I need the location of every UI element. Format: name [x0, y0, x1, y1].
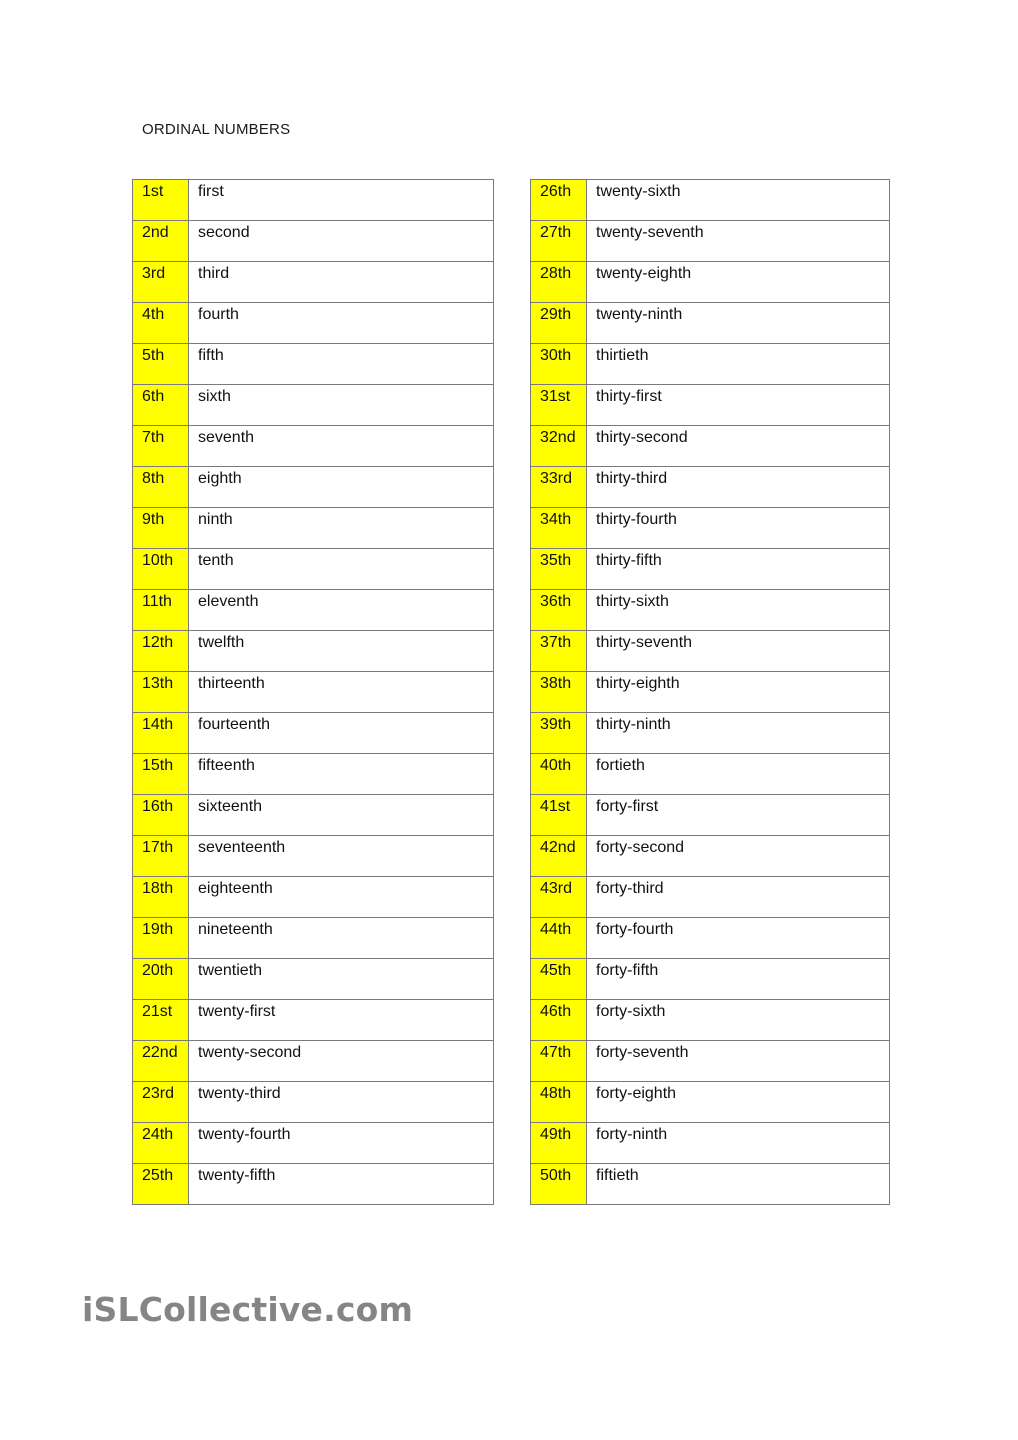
- ordinal-number-cell: 13th: [133, 672, 189, 713]
- ordinal-number-cell: 8th: [133, 467, 189, 508]
- ordinal-word-cell: eleventh: [189, 590, 494, 631]
- ordinal-number-cell: 47th: [531, 1041, 587, 1082]
- ordinal-number-cell: 23rd: [133, 1082, 189, 1123]
- ordinal-word-cell: thirty-first: [587, 385, 890, 426]
- ordinal-number-cell: 43rd: [531, 877, 587, 918]
- table-row: [133, 918, 494, 959]
- ordinal-number-cell: 48th: [531, 1082, 587, 1123]
- table-row: [133, 754, 494, 795]
- ordinal-number-cell: 39th: [531, 713, 587, 754]
- ordinal-table-left-body: [133, 180, 494, 1205]
- ordinal-word-cell: thirty-third: [587, 467, 890, 508]
- ordinal-number-cell: 42nd: [531, 836, 587, 877]
- table-row: [133, 1041, 494, 1082]
- table-row: [531, 713, 890, 754]
- table-row: [531, 631, 890, 672]
- ordinal-number-cell: 6th: [133, 385, 189, 426]
- table-row: [531, 754, 890, 795]
- ordinal-number-cell: 17th: [133, 836, 189, 877]
- table-row: [531, 385, 890, 426]
- ordinal-number-cell: 21st: [133, 1000, 189, 1041]
- table-row: [531, 1164, 890, 1205]
- ordinal-word-cell: twenty-eighth: [587, 262, 890, 303]
- table-row: [531, 1041, 890, 1082]
- ordinal-number-cell: 45th: [531, 959, 587, 1000]
- ordinal-number-cell: 36th: [531, 590, 587, 631]
- ordinal-word-cell: forty-fourth: [587, 918, 890, 959]
- table-row: [133, 590, 494, 631]
- table-row: [531, 344, 890, 385]
- ordinal-word-cell: forty-ninth: [587, 1123, 890, 1164]
- table-row: [133, 385, 494, 426]
- ordinal-word-cell: forty-eighth: [587, 1082, 890, 1123]
- ordinal-word-cell: twenty-ninth: [587, 303, 890, 344]
- ordinal-number-cell: 37th: [531, 631, 587, 672]
- page-title: ORDINAL NUMBERS: [142, 121, 291, 138]
- ordinal-word-cell: ninth: [189, 508, 494, 549]
- ordinal-number-cell: 29th: [531, 303, 587, 344]
- ordinal-number-cell: 15th: [133, 754, 189, 795]
- ordinal-word-cell: fourteenth: [189, 713, 494, 754]
- ordinal-number-cell: 27th: [531, 221, 587, 262]
- table-row: [531, 1082, 890, 1123]
- ordinal-number-cell: 40th: [531, 754, 587, 795]
- ordinal-word-cell: thirty-eighth: [587, 672, 890, 713]
- table-row: [133, 1164, 494, 1205]
- table-row: [133, 795, 494, 836]
- table-row: [531, 1000, 890, 1041]
- ordinal-word-cell: thirty-fifth: [587, 549, 890, 590]
- ordinal-word-cell: nineteenth: [189, 918, 494, 959]
- ordinal-word-cell: fifth: [189, 344, 494, 385]
- ordinal-word-cell: twenty-seventh: [587, 221, 890, 262]
- ordinal-number-cell: 12th: [133, 631, 189, 672]
- ordinal-number-cell: 11th: [133, 590, 189, 631]
- ordinal-number-cell: 49th: [531, 1123, 587, 1164]
- table-row: [133, 303, 494, 344]
- ordinal-table-right: [530, 179, 890, 1205]
- ordinal-word-cell: twenty-fifth: [189, 1164, 494, 1205]
- ordinal-number-cell: 25th: [133, 1164, 189, 1205]
- table-row: [531, 549, 890, 590]
- ordinal-number-cell: 1st: [133, 180, 189, 221]
- ordinal-word-cell: forty-second: [587, 836, 890, 877]
- ordinal-word-cell: twenty-sixth: [587, 180, 890, 221]
- ordinal-word-cell: forty-first: [587, 795, 890, 836]
- table-row: [133, 1000, 494, 1041]
- table-row: [133, 262, 494, 303]
- ordinal-word-cell: fiftieth: [587, 1164, 890, 1205]
- ordinal-number-cell: 33rd: [531, 467, 587, 508]
- ordinal-number-cell: 41st: [531, 795, 587, 836]
- watermark-logo: iSLCollective.com: [82, 1290, 414, 1329]
- ordinal-word-cell: seventeenth: [189, 836, 494, 877]
- ordinal-word-cell: forty-seventh: [587, 1041, 890, 1082]
- table-row: [531, 959, 890, 1000]
- ordinal-number-cell: 24th: [133, 1123, 189, 1164]
- ordinal-word-cell: fortieth: [587, 754, 890, 795]
- ordinal-number-cell: 31st: [531, 385, 587, 426]
- ordinal-number-cell: 16th: [133, 795, 189, 836]
- ordinal-word-cell: twenty-first: [189, 1000, 494, 1041]
- ordinal-number-cell: 30th: [531, 344, 587, 385]
- ordinal-word-cell: thirty-seventh: [587, 631, 890, 672]
- table-row: [133, 549, 494, 590]
- table-row: [133, 713, 494, 754]
- table-row: [531, 221, 890, 262]
- table-row: [133, 180, 494, 221]
- table-row: [133, 877, 494, 918]
- table-row: [133, 1123, 494, 1164]
- table-row: [531, 1123, 890, 1164]
- ordinal-word-cell: thirtieth: [587, 344, 890, 385]
- table-row: [133, 508, 494, 549]
- ordinal-word-cell: thirty-ninth: [587, 713, 890, 754]
- ordinal-number-cell: 46th: [531, 1000, 587, 1041]
- ordinal-number-cell: 38th: [531, 672, 587, 713]
- table-row: [133, 672, 494, 713]
- ordinal-word-cell: tenth: [189, 549, 494, 590]
- ordinal-word-cell: first: [189, 180, 494, 221]
- ordinal-word-cell: forty-sixth: [587, 1000, 890, 1041]
- table-row: [133, 344, 494, 385]
- ordinal-word-cell: fourth: [189, 303, 494, 344]
- ordinal-number-cell: 18th: [133, 877, 189, 918]
- ordinal-word-cell: twenty-second: [189, 1041, 494, 1082]
- ordinal-word-cell: eighteenth: [189, 877, 494, 918]
- table-row: [531, 672, 890, 713]
- table-row: [133, 631, 494, 672]
- table-row: [531, 795, 890, 836]
- ordinal-word-cell: thirteenth: [189, 672, 494, 713]
- ordinal-number-cell: 22nd: [133, 1041, 189, 1082]
- ordinal-word-cell: thirty-second: [587, 426, 890, 467]
- table-row: [531, 180, 890, 221]
- ordinal-number-cell: 26th: [531, 180, 587, 221]
- table-row: [531, 508, 890, 549]
- ordinal-word-cell: third: [189, 262, 494, 303]
- ordinal-number-cell: 44th: [531, 918, 587, 959]
- table-row: [531, 590, 890, 631]
- table-row: [133, 959, 494, 1000]
- table-row: [531, 467, 890, 508]
- ordinal-number-cell: 4th: [133, 303, 189, 344]
- table-row: [531, 918, 890, 959]
- ordinal-word-cell: twenty-fourth: [189, 1123, 494, 1164]
- ordinal-word-cell: sixth: [189, 385, 494, 426]
- ordinal-number-cell: 50th: [531, 1164, 587, 1205]
- ordinal-number-cell: 9th: [133, 508, 189, 549]
- ordinal-word-cell: fifteenth: [189, 754, 494, 795]
- ordinal-number-cell: 3rd: [133, 262, 189, 303]
- table-row: [133, 221, 494, 262]
- table-row: [133, 467, 494, 508]
- ordinal-number-cell: 10th: [133, 549, 189, 590]
- ordinal-word-cell: twelfth: [189, 631, 494, 672]
- ordinal-word-cell: seventh: [189, 426, 494, 467]
- ordinal-table-right-body: [531, 180, 890, 1205]
- ordinal-number-cell: 19th: [133, 918, 189, 959]
- ordinal-word-cell: forty-fifth: [587, 959, 890, 1000]
- table-row: [133, 426, 494, 467]
- table-row: [531, 877, 890, 918]
- ordinal-word-cell: thirty-sixth: [587, 590, 890, 631]
- table-row: [531, 836, 890, 877]
- table-row: [531, 303, 890, 344]
- table-row: [531, 426, 890, 467]
- ordinal-word-cell: sixteenth: [189, 795, 494, 836]
- table-row: [133, 1082, 494, 1123]
- ordinal-word-cell: eighth: [189, 467, 494, 508]
- ordinal-number-cell: 5th: [133, 344, 189, 385]
- ordinal-number-cell: 20th: [133, 959, 189, 1000]
- ordinal-number-cell: 28th: [531, 262, 587, 303]
- ordinal-table-left: [132, 179, 494, 1205]
- ordinal-number-cell: 34th: [531, 508, 587, 549]
- ordinal-word-cell: second: [189, 221, 494, 262]
- table-row: [133, 836, 494, 877]
- ordinal-word-cell: twentieth: [189, 959, 494, 1000]
- ordinal-number-cell: 2nd: [133, 221, 189, 262]
- ordinal-word-cell: twenty-third: [189, 1082, 494, 1123]
- ordinal-number-cell: 14th: [133, 713, 189, 754]
- ordinal-number-cell: 7th: [133, 426, 189, 467]
- table-row: [531, 262, 890, 303]
- ordinal-word-cell: thirty-fourth: [587, 508, 890, 549]
- ordinal-word-cell: forty-third: [587, 877, 890, 918]
- ordinal-number-cell: 35th: [531, 549, 587, 590]
- ordinal-number-cell: 32nd: [531, 426, 587, 467]
